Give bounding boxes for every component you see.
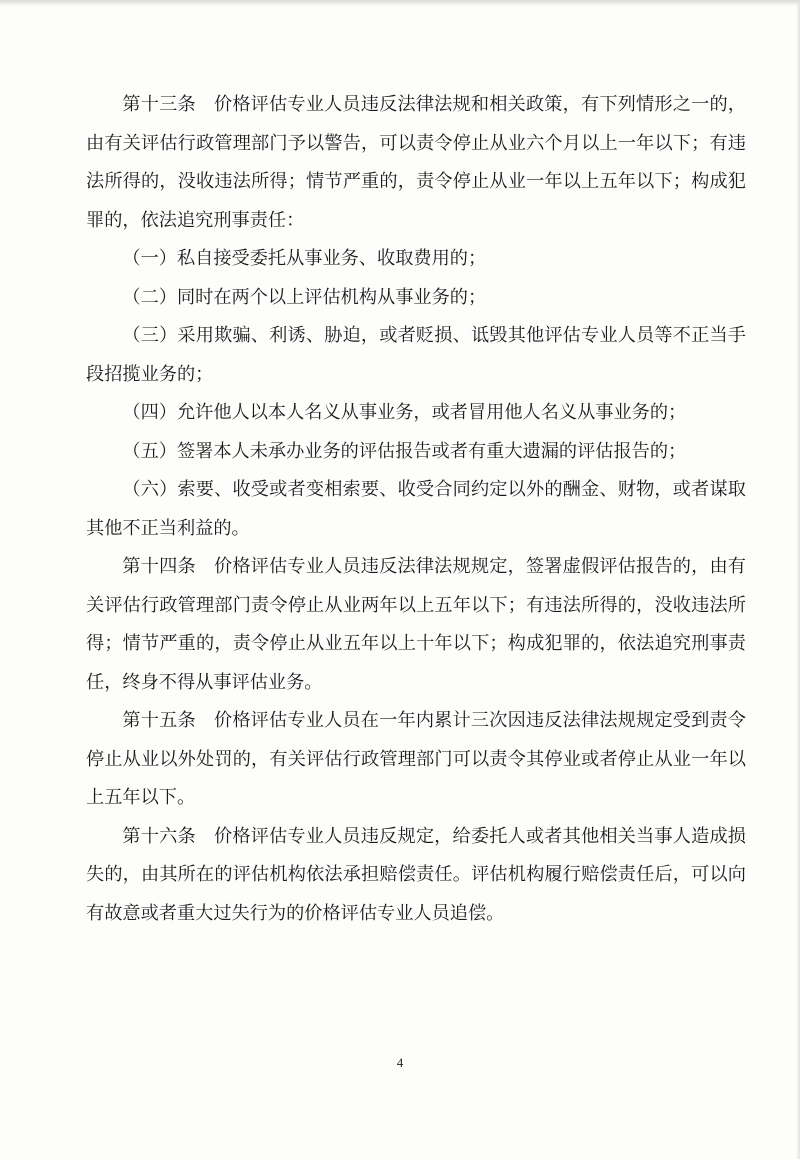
article-14-text: 价格评估专业人员违反法律法规规定，签署虚假评估报告的，由有关评估行政管理部门责令停止从业两年以上五年以下；有违法所得的，没收违法所得；情节严重的，责令停止从业五年以上十年以下；构成犯罪的，依法追究刑事责任，终身不得从事评估业务。 xyxy=(86,556,746,693)
list-item-4: （四）允许他人以本人名义从事业务，或者冒用他人名义从事业务的； xyxy=(122,402,687,423)
article-16 xyxy=(86,818,746,934)
article-15 xyxy=(86,702,746,818)
article-13-number: 第十三条 xyxy=(122,94,196,115)
document-body xyxy=(86,86,746,933)
scan-edge-right xyxy=(796,0,800,1159)
list-item-1: （一）私自接受委托从事业务、收取费用的； xyxy=(122,248,487,269)
list-item-6: （六）索要、收受或者变相索要、收受合同约定以外的酬金、财物，或者谋取其他不正当利益的。 xyxy=(86,479,746,539)
scan-edge-top xyxy=(0,0,800,6)
article-14 xyxy=(86,548,746,702)
article-15-number: 第十五条 xyxy=(122,710,196,731)
page-number: 4 xyxy=(396,1055,404,1070)
article-14-number: 第十四条 xyxy=(122,556,196,577)
list-item-5: （五）签署本人未承办业务的评估报告或者有重大遗漏的评估报告的； xyxy=(122,440,687,462)
article-16-text: 价格评估专业人员违反规定，给委托人或者其他相关当事人造成损失的，由其所在的评估机构依法承担赔偿责任。评估机构履行赔偿责任后，可以向有故意或者重大过失行为的价格评估专业人员追偿。 xyxy=(86,825,746,924)
article-15-text: 价格评估专业人员在一年内累计三次因违反法律法规规定受到责令停止从业以外处罚的，有关评估行政管理部门可以责令其停业或者停止从业一年以上五年以下。 xyxy=(86,710,746,808)
article-13 xyxy=(86,86,746,240)
list-item-2: （二）同时在两个以上评估机构从事业务的； xyxy=(122,286,487,308)
list-item-3: （三）采用欺骗、利诱、胁迫，或者贬损、诋毁其他评估专业人员等不正当手段招揽业务的； xyxy=(86,325,746,385)
article-16-number: 第十六条 xyxy=(122,825,196,847)
article-13-text: 价格评估专业人员违反法律法规和相关政策，有下列情形之一的，由有关评估行政管理部门予以警告，可以责令停止从业六个月以上一年以下；有违法所得的，没收违法所得；情节严重的，责令停止从业一年以上五年以下；构成犯罪的，依法追究刑事责任： xyxy=(86,94,746,231)
